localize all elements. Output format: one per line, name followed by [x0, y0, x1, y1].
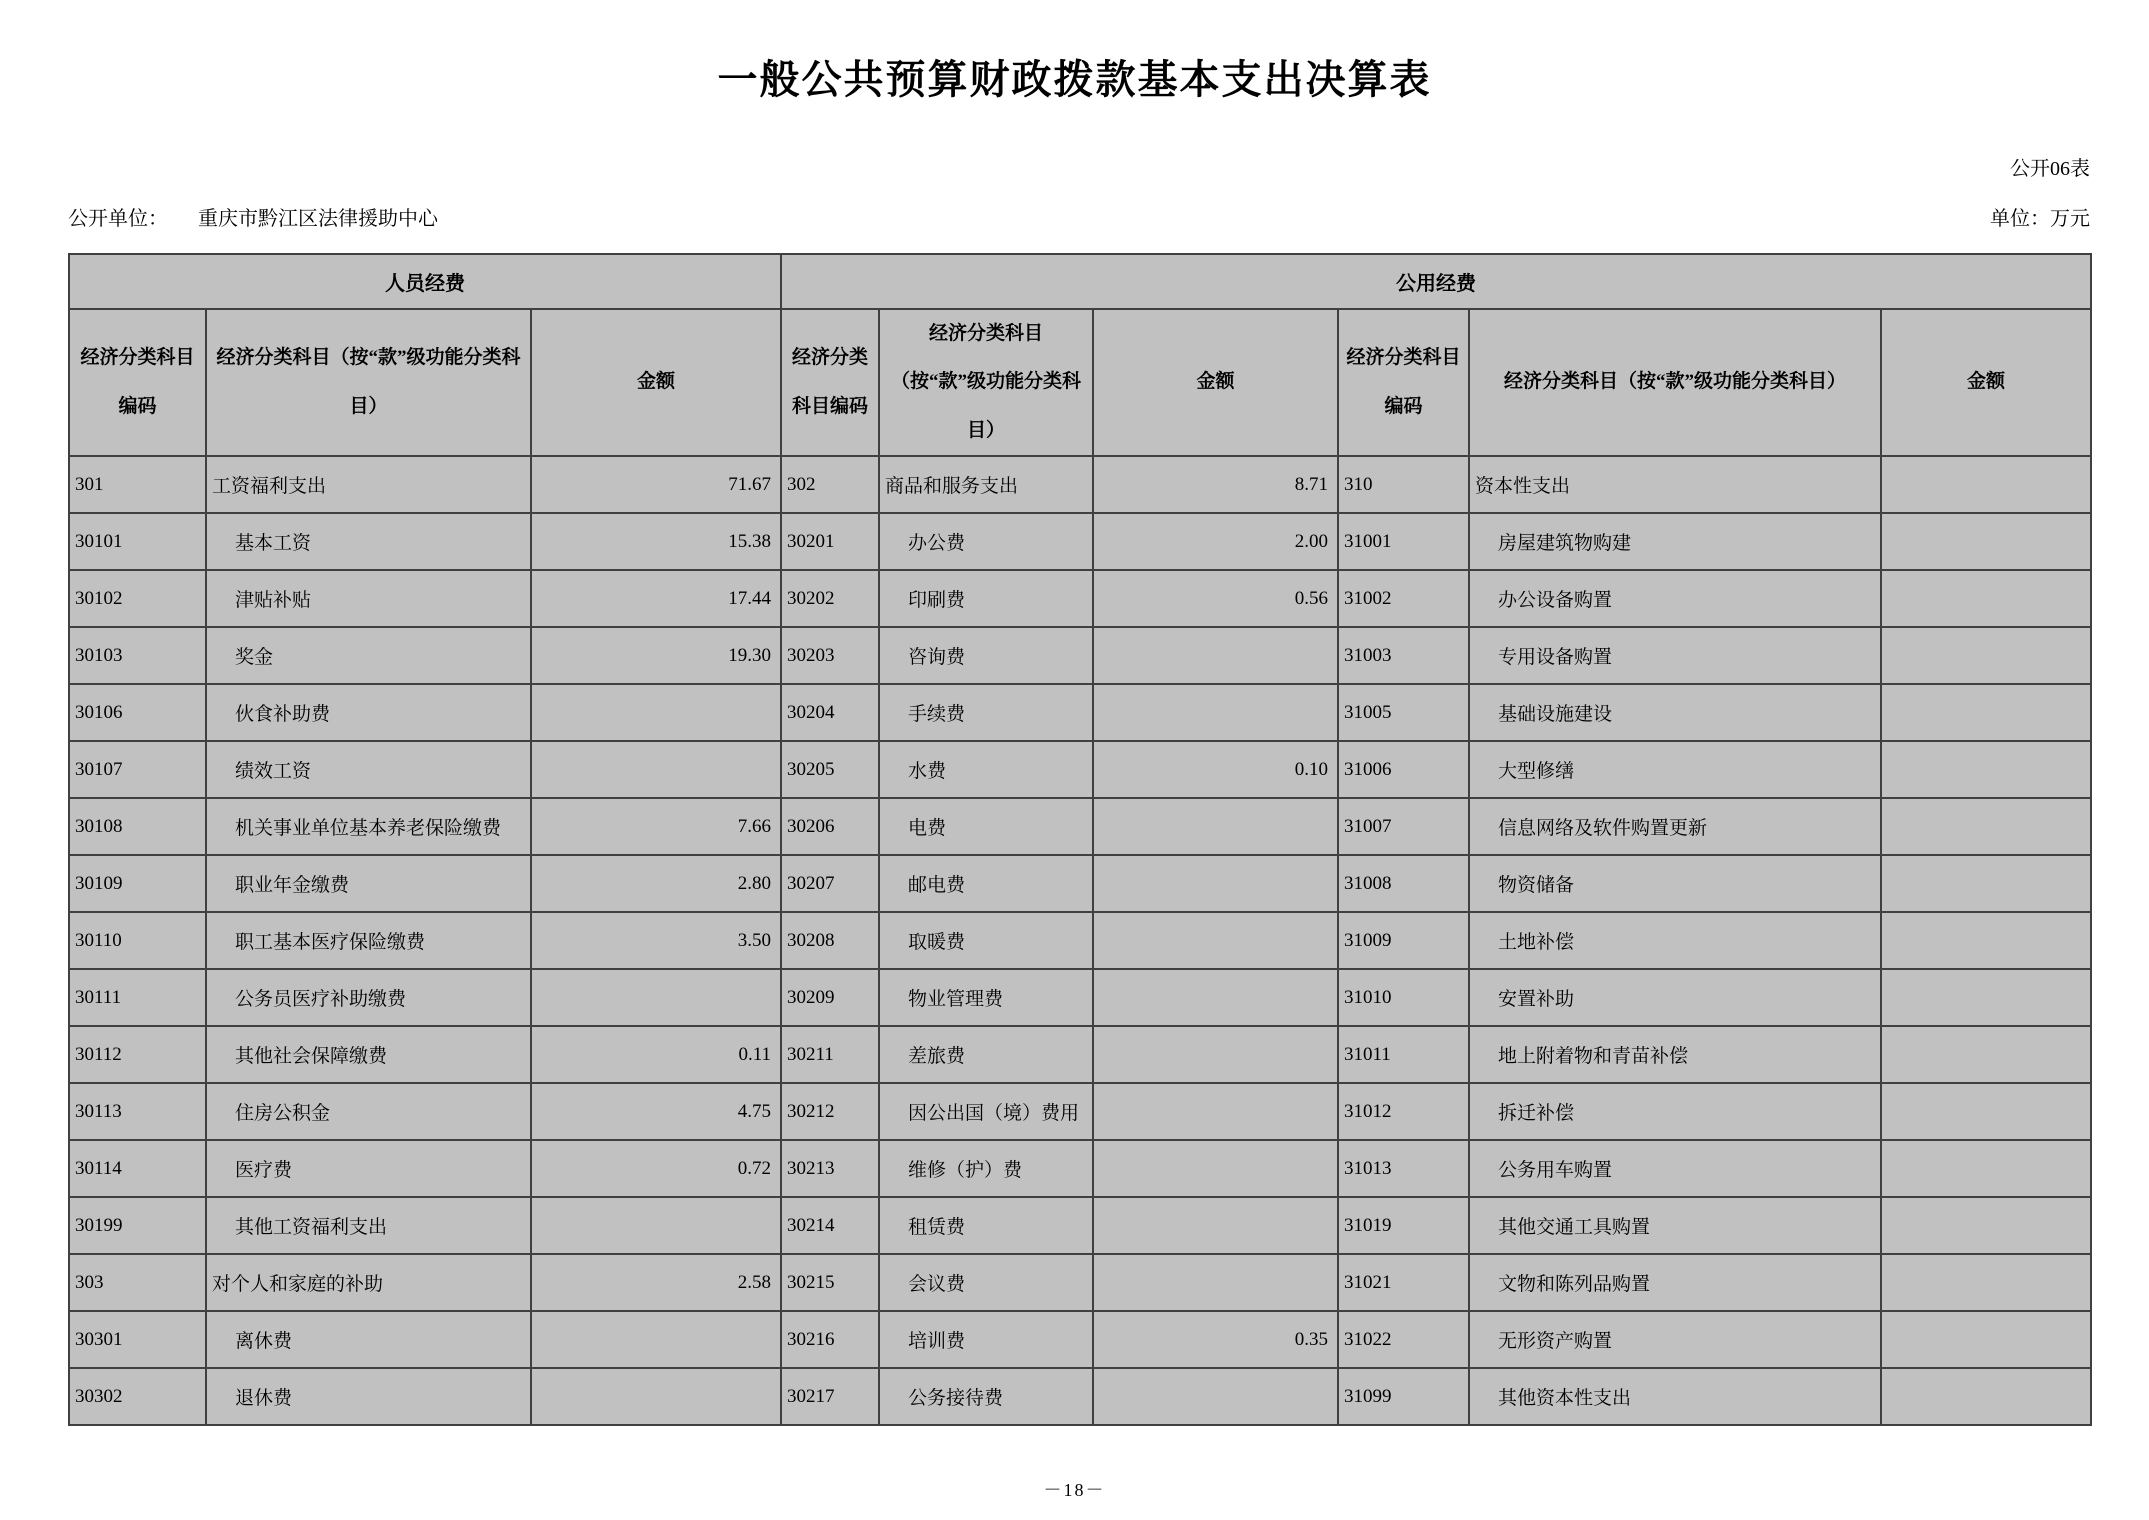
- subject-cell: 机关事业单位基本养老保险缴费: [206, 798, 531, 855]
- table-row: [69, 912, 2091, 969]
- code-cell: 310: [1338, 456, 1469, 513]
- publisher-name: 重庆市黔江区法律援助中心: [198, 208, 438, 230]
- amount-cell: [1093, 1083, 1338, 1140]
- col-header-amount-1: 金额: [531, 309, 781, 456]
- subject-cell: 专用设备购置: [1469, 627, 1881, 684]
- subject-cell: 其他交通工具购置: [1469, 1197, 1881, 1254]
- amount-cell: 0.56: [1093, 570, 1338, 627]
- subject-cell: 职工基本医疗保险缴费: [206, 912, 531, 969]
- amount-cell: 0.10: [1093, 741, 1338, 798]
- subject-cell: 办公费: [879, 513, 1093, 570]
- amount-cell: 2.80: [531, 855, 781, 912]
- amount-cell: [531, 1311, 781, 1368]
- amount-cell: 71.67: [531, 456, 781, 513]
- subject-cell: 离休费: [206, 1311, 531, 1368]
- subject-cell: 公务员医疗补助缴费: [206, 969, 531, 1026]
- code-cell: 31003: [1338, 627, 1469, 684]
- code-cell: 31005: [1338, 684, 1469, 741]
- subject-cell: 津贴补贴: [206, 570, 531, 627]
- code-cell: 30208: [781, 912, 879, 969]
- subject-cell: 维修（护）费: [879, 1140, 1093, 1197]
- page-number: －18－: [1043, 1480, 1106, 1500]
- subject-cell: 绩效工资: [206, 741, 531, 798]
- col-header-subject-1: 经济分类科目（按“款”级功能分类科目）: [206, 309, 531, 456]
- amount-cell: [1881, 513, 2091, 570]
- code-cell: 30109: [69, 855, 206, 912]
- code-cell: 31007: [1338, 798, 1469, 855]
- code-cell: 30112: [69, 1026, 206, 1083]
- amount-cell: [531, 1197, 781, 1254]
- col-header-code-3: 经济分类科目编码: [1338, 309, 1469, 456]
- code-cell: 30102: [69, 570, 206, 627]
- subject-cell: 公务接待费: [879, 1368, 1093, 1425]
- code-cell: 31009: [1338, 912, 1469, 969]
- subject-cell: 资本性支出: [1469, 456, 1881, 513]
- code-cell: 31012: [1338, 1083, 1469, 1140]
- group-header-public: 公用经费: [781, 254, 2091, 309]
- amount-cell: 0.72: [531, 1140, 781, 1197]
- col-header-amount-3: 金额: [1881, 309, 2091, 456]
- table-row: [69, 627, 2091, 684]
- code-cell: 30215: [781, 1254, 879, 1311]
- publisher-line: [68, 202, 438, 231]
- publisher-label: 公开单位：: [68, 208, 168, 230]
- subject-cell: 房屋建筑物购建: [1469, 513, 1881, 570]
- subject-cell: 对个人和家庭的补助: [206, 1254, 531, 1311]
- code-cell: 30209: [781, 969, 879, 1026]
- amount-cell: [531, 1368, 781, 1425]
- amount-cell: [1093, 855, 1338, 912]
- amount-cell: 19.30: [531, 627, 781, 684]
- code-cell: 30203: [781, 627, 879, 684]
- amount-cell: [1881, 1026, 2091, 1083]
- table-row: [69, 456, 2091, 513]
- code-cell: 30111: [69, 969, 206, 1026]
- budget-table: [68, 253, 2092, 1426]
- code-cell: 30106: [69, 684, 206, 741]
- subject-cell: 物资储备: [1469, 855, 1881, 912]
- amount-cell: [1093, 1140, 1338, 1197]
- subject-cell: 职业年金缴费: [206, 855, 531, 912]
- amount-cell: [1881, 684, 2091, 741]
- amount-cell: [1093, 1026, 1338, 1083]
- code-cell: 31013: [1338, 1140, 1469, 1197]
- amount-cell: [1881, 912, 2091, 969]
- amount-cell: [1093, 1254, 1338, 1311]
- code-cell: 30214: [781, 1197, 879, 1254]
- amount-cell: [1881, 1311, 2091, 1368]
- amount-cell: 2.58: [531, 1254, 781, 1311]
- unit-note: 单位：万元: [1990, 208, 2090, 230]
- code-cell: 301: [69, 456, 206, 513]
- col-header-subject-3: 经济分类科目（按“款”级功能分类科目）: [1469, 309, 1881, 456]
- code-cell: 30206: [781, 798, 879, 855]
- code-cell: 31002: [1338, 570, 1469, 627]
- subject-cell: 医疗费: [206, 1140, 531, 1197]
- subject-cell: 水费: [879, 741, 1093, 798]
- code-cell: 31011: [1338, 1026, 1469, 1083]
- table-row: [69, 741, 2091, 798]
- code-cell: 30107: [69, 741, 206, 798]
- amount-cell: 2.00: [1093, 513, 1338, 570]
- code-cell: 31008: [1338, 855, 1469, 912]
- code-cell: 30212: [781, 1083, 879, 1140]
- code-cell: 31001: [1338, 513, 1469, 570]
- subject-cell: 文物和陈列品购置: [1469, 1254, 1881, 1311]
- code-cell: 30110: [69, 912, 206, 969]
- amount-cell: [1093, 969, 1338, 1026]
- subject-cell: 拆迁补偿: [1469, 1083, 1881, 1140]
- code-cell: 30114: [69, 1140, 206, 1197]
- table-row: [69, 684, 2091, 741]
- amount-cell: 15.38: [531, 513, 781, 570]
- amount-cell: [1093, 684, 1338, 741]
- subject-cell: 大型修缮: [1469, 741, 1881, 798]
- subject-cell: 信息网络及软件购置更新: [1469, 798, 1881, 855]
- col-header-subject-2: 经济分类科目（按“款”级功能分类科目）: [879, 309, 1093, 456]
- column-header-row: [69, 309, 2091, 456]
- code-cell: 30108: [69, 798, 206, 855]
- amount-cell: [1881, 1197, 2091, 1254]
- amount-cell: [1881, 1368, 2091, 1425]
- amount-cell: [531, 684, 781, 741]
- subject-cell: 地上附着物和青苗补偿: [1469, 1026, 1881, 1083]
- amount-cell: 4.75: [531, 1083, 781, 1140]
- table-row: [69, 1197, 2091, 1254]
- meta-row: [68, 202, 2090, 231]
- table-row: [69, 1140, 2091, 1197]
- code-cell: 30301: [69, 1311, 206, 1368]
- subject-cell: 土地补偿: [1469, 912, 1881, 969]
- subject-cell: 其他资本性支出: [1469, 1368, 1881, 1425]
- code-cell: 30207: [781, 855, 879, 912]
- subject-cell: 工资福利支出: [206, 456, 531, 513]
- table-row: [69, 1368, 2091, 1425]
- table-body: [69, 456, 2091, 1425]
- amount-cell: [1881, 855, 2091, 912]
- amount-cell: 3.50: [531, 912, 781, 969]
- table-row: [69, 855, 2091, 912]
- amount-cell: 8.71: [1093, 456, 1338, 513]
- subject-cell: 手续费: [879, 684, 1093, 741]
- code-cell: 30113: [69, 1083, 206, 1140]
- subject-cell: 租赁费: [879, 1197, 1093, 1254]
- table-row: [69, 969, 2091, 1026]
- subject-cell: 电费: [879, 798, 1093, 855]
- code-cell: 30211: [781, 1026, 879, 1083]
- code-cell: 30202: [781, 570, 879, 627]
- amount-cell: [1881, 798, 2091, 855]
- amount-cell: [1093, 1368, 1338, 1425]
- code-cell: 31022: [1338, 1311, 1469, 1368]
- amount-cell: [1881, 456, 2091, 513]
- code-cell: 30302: [69, 1368, 206, 1425]
- table-row: [69, 1026, 2091, 1083]
- code-cell: 31010: [1338, 969, 1469, 1026]
- amount-cell: [531, 741, 781, 798]
- amount-cell: [1881, 741, 2091, 798]
- amount-cell: 7.66: [531, 798, 781, 855]
- col-header-code-2: 经济分类科目编码: [781, 309, 879, 456]
- subject-cell: 商品和服务支出: [879, 456, 1093, 513]
- amount-cell: [1881, 627, 2091, 684]
- code-cell: 30204: [781, 684, 879, 741]
- amount-cell: [1881, 1254, 2091, 1311]
- amount-cell: 0.35: [1093, 1311, 1338, 1368]
- code-cell: 302: [781, 456, 879, 513]
- code-cell: 30201: [781, 513, 879, 570]
- table-row: [69, 1083, 2091, 1140]
- subject-cell: 培训费: [879, 1311, 1093, 1368]
- page-title: 一般公共预算财政拨款基本支出决算表: [717, 57, 1432, 102]
- code-cell: 30213: [781, 1140, 879, 1197]
- amount-cell: 17.44: [531, 570, 781, 627]
- amount-cell: [1881, 570, 2091, 627]
- amount-cell: [1881, 1140, 2091, 1197]
- subject-cell: 差旅费: [879, 1026, 1093, 1083]
- amount-cell: [1881, 969, 2091, 1026]
- subject-cell: 无形资产购置: [1469, 1311, 1881, 1368]
- subject-cell: 退休费: [206, 1368, 531, 1425]
- amount-cell: [1093, 912, 1338, 969]
- table-row: [69, 1254, 2091, 1311]
- table-code-label: 公开06表: [2010, 158, 2090, 180]
- amount-cell: [1093, 798, 1338, 855]
- table-row: [69, 1311, 2091, 1368]
- subject-cell: 奖金: [206, 627, 531, 684]
- group-header-row: [69, 254, 2091, 309]
- amount-cell: [1093, 627, 1338, 684]
- table-row: [69, 798, 2091, 855]
- code-cell: 30199: [69, 1197, 206, 1254]
- group-header-personnel: 人员经费: [69, 254, 781, 309]
- code-cell: 30216: [781, 1311, 879, 1368]
- subject-cell: 会议费: [879, 1254, 1093, 1311]
- amount-cell: 0.11: [531, 1026, 781, 1083]
- subject-cell: 安置补助: [1469, 969, 1881, 1026]
- subject-cell: 公务用车购置: [1469, 1140, 1881, 1197]
- col-header-code-1: 经济分类科目编码: [69, 309, 206, 456]
- code-cell: 303: [69, 1254, 206, 1311]
- subject-cell: 伙食补助费: [206, 684, 531, 741]
- code-cell: 30217: [781, 1368, 879, 1425]
- code-cell: 30205: [781, 741, 879, 798]
- subject-cell: 基本工资: [206, 513, 531, 570]
- code-cell: 31099: [1338, 1368, 1469, 1425]
- code-cell: 30101: [69, 513, 206, 570]
- subject-cell: 基础设施建设: [1469, 684, 1881, 741]
- amount-cell: [1093, 1197, 1338, 1254]
- subject-cell: 办公设备购置: [1469, 570, 1881, 627]
- subject-cell: 其他社会保障缴费: [206, 1026, 531, 1083]
- subject-cell: 物业管理费: [879, 969, 1093, 1026]
- col-header-amount-2: 金额: [1093, 309, 1338, 456]
- subject-cell: 住房公积金: [206, 1083, 531, 1140]
- subject-cell: 因公出国（境）费用: [879, 1083, 1093, 1140]
- amount-cell: [1881, 1083, 2091, 1140]
- code-cell: 31021: [1338, 1254, 1469, 1311]
- table-row: [69, 513, 2091, 570]
- subject-cell: 取暖费: [879, 912, 1093, 969]
- code-cell: 31006: [1338, 741, 1469, 798]
- code-cell: 31019: [1338, 1197, 1469, 1254]
- amount-cell: [531, 969, 781, 1026]
- code-cell: 30103: [69, 627, 206, 684]
- subject-cell: 咨询费: [879, 627, 1093, 684]
- subject-cell: 印刷费: [879, 570, 1093, 627]
- subject-cell: 其他工资福利支出: [206, 1197, 531, 1254]
- table-row: [69, 570, 2091, 627]
- subject-cell: 邮电费: [879, 855, 1093, 912]
